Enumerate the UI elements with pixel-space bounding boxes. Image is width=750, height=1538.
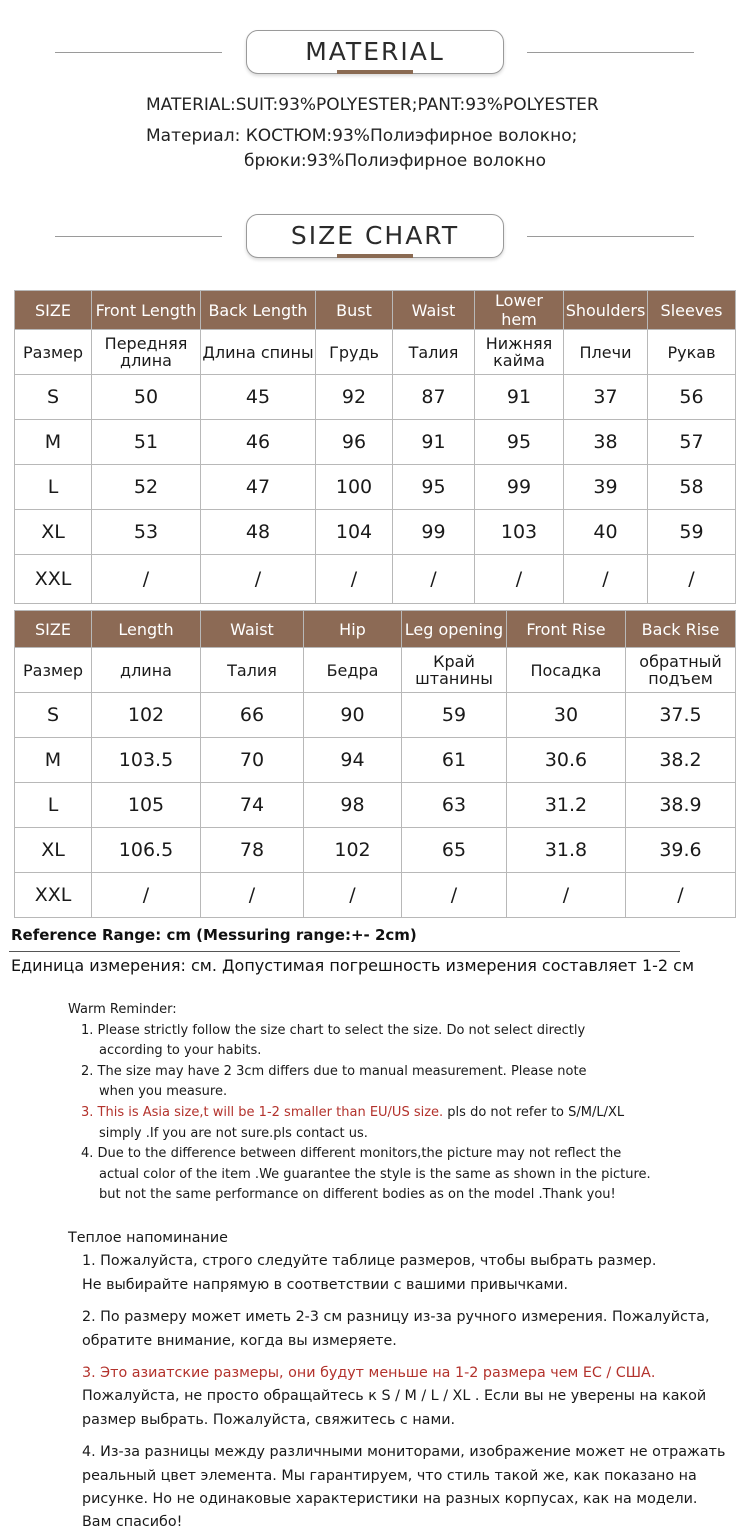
table-cell: /: [92, 555, 201, 604]
table-cell: 103: [475, 510, 564, 555]
table-cell: /: [507, 873, 626, 918]
table-cell: L: [15, 465, 92, 510]
table-header-row: [15, 291, 736, 330]
table-cell: /: [316, 555, 393, 604]
header-cell-ru: Размер: [15, 648, 92, 693]
table-cell: 63: [402, 783, 507, 828]
table-cell: 31.8: [507, 828, 626, 873]
table-cell: 91: [393, 420, 475, 465]
header-cell-ru: Край штанины: [402, 648, 507, 693]
table-cell: 104: [316, 510, 393, 555]
material-english: MATERIAL:SUIT:93%POLYESTER;PANT:93%POLYESTER: [146, 95, 599, 115]
table-row: [15, 783, 736, 828]
table-row: [15, 555, 736, 604]
table-cell: 99: [475, 465, 564, 510]
table-row: [15, 873, 736, 918]
table-cell: M: [15, 420, 92, 465]
reminder-line: 4. Due to the difference between different monitors,the picture may not reflect the: [81, 1146, 622, 1162]
table-row: [15, 693, 736, 738]
table-cell: 37.5: [626, 693, 736, 738]
table-cell: 40: [564, 510, 648, 555]
asia-size-warning-ru: 3. Это азиатские размеры, они будут меньше на 1-2 размера чем ЕС / США.: [82, 1365, 656, 1382]
table-cell: 61: [402, 738, 507, 783]
table-cell: /: [475, 555, 564, 604]
header-cell-ru: Рукав: [648, 330, 736, 375]
header-divider-right: [527, 236, 694, 237]
table-cell: 105: [92, 783, 201, 828]
table-cell: 45: [201, 375, 316, 420]
table-row: [15, 465, 736, 510]
table-cell: 106.5: [92, 828, 201, 873]
reminder-line: размер выбрать. Пожалуйста, свяжитесь с нами.: [82, 1411, 456, 1428]
table-cell: 99: [393, 510, 475, 555]
table-cell: /: [402, 873, 507, 918]
reminder-line: 1. Пожалуйста, строго следуйте таблице размеров, чтобы выбрать размер.: [82, 1253, 657, 1270]
material-section-header: [0, 30, 750, 76]
reminder-line: but not the same performance on different bodies as on the model .Thank you!: [99, 1187, 616, 1203]
reminder-line: according to your habits.: [99, 1043, 262, 1059]
table-cell: 38.9: [626, 783, 736, 828]
table-cell: 51: [92, 420, 201, 465]
table-cell: 100: [316, 465, 393, 510]
material-russian-line1: Материал: КОСТЮМ:93%Полиэфирное волокно;: [146, 126, 578, 146]
table-cell: 96: [316, 420, 393, 465]
header-cell-ru: длина: [92, 648, 201, 693]
table-cell: /: [201, 555, 316, 604]
table-cell: 65: [402, 828, 507, 873]
table-cell: 95: [475, 420, 564, 465]
table-cell: 39: [564, 465, 648, 510]
table-cell: 59: [402, 693, 507, 738]
material-russian-line2: брюки:93%Полиэфирное волокно: [244, 151, 547, 171]
table-cell: S: [15, 375, 92, 420]
table-cell: 38: [564, 420, 648, 465]
table-row: [15, 420, 736, 465]
warm-reminder-title: Warm Reminder:: [68, 1002, 177, 1017]
table-cell: 103.5: [92, 738, 201, 783]
reminder-line: 1. Please strictly follow the size chart to select the size. Do not select directly: [81, 1022, 586, 1038]
table-cell: 94: [304, 738, 402, 783]
header-cell-ru: Плечи: [564, 330, 648, 375]
table-cell: L: [15, 783, 92, 828]
header-cell-ru: Талия: [393, 330, 475, 375]
table-cell: /: [92, 873, 201, 918]
table-row: [15, 738, 736, 783]
header-accent-bar: [337, 70, 413, 74]
table-cell: 92: [316, 375, 393, 420]
table-cell: 31.2: [507, 783, 626, 828]
table-cell: /: [393, 555, 475, 604]
header-cell-ru: Передняя длина: [92, 330, 201, 375]
header-cell: Hip: [304, 611, 402, 648]
warm-reminder-russian: [68, 1227, 725, 1535]
table-cell: 47: [201, 465, 316, 510]
table-cell: 39.6: [626, 828, 736, 873]
reminder-line: 4. Из-за разницы между различными мониторами, изображение может не отражать: [82, 1444, 726, 1461]
material-title: MATERIAL: [246, 30, 504, 74]
reminder-line: Пожалуйста, не просто обращайтесь к S / M / L / XL . Если вы не уверены на какой: [82, 1388, 707, 1405]
reminder-line: рисунке. Но не одинаковые характеристики на разных корпусах, как на модели.: [82, 1491, 698, 1508]
table-cell: 52: [92, 465, 201, 510]
header-cell: Waist: [201, 611, 304, 648]
table-cell: 53: [92, 510, 201, 555]
reminder-line: 2. По размеру может иметь 2-3 см разницу из-за ручного измерения. Пожалуйста,: [82, 1309, 710, 1326]
warm-reminder-title-ru: Теплое напоминание: [68, 1230, 228, 1246]
header-cell: Length: [92, 611, 201, 648]
table-cell: 46: [201, 420, 316, 465]
table-cell: 91: [475, 375, 564, 420]
table-cell: /: [304, 873, 402, 918]
header-cell: Front Rise: [507, 611, 626, 648]
table-cell: 74: [201, 783, 304, 828]
table-cell: 48: [201, 510, 316, 555]
table-cell: /: [626, 873, 736, 918]
table-cell: S: [15, 693, 92, 738]
header-divider-right: [527, 52, 694, 53]
warm-reminder-english: [68, 1000, 651, 1206]
header-cell: Waist: [393, 291, 475, 330]
table-cell: /: [648, 555, 736, 604]
header-cell: Front Length: [92, 291, 201, 330]
header-cell-ru: Талия: [201, 648, 304, 693]
header-cell-ru: Размер: [15, 330, 92, 375]
table-cell: 50: [92, 375, 201, 420]
table-cell: 30: [507, 693, 626, 738]
asia-size-warning: 3. This is Asia size,t will be 1-2 smaller than EU/US size.: [81, 1104, 444, 1120]
reminder-line: реальный цвет элемента. Мы гарантируем, что стиль такой же, как показано на: [82, 1467, 697, 1484]
table-cell: XL: [15, 828, 92, 873]
table-cell: 38.2: [626, 738, 736, 783]
table-cell: 95: [393, 465, 475, 510]
header-cell: SIZE: [15, 291, 92, 330]
header-cell-ru: Нижняя кайма: [475, 330, 564, 375]
pants-size-table: [14, 610, 736, 918]
header-cell-ru: Посадка: [507, 648, 626, 693]
header-cell: Bust: [316, 291, 393, 330]
table-cell: /: [201, 873, 304, 918]
reference-range-russian: Единица измерения: см. Допустимая погрешность измерения составляет 1-2 см: [11, 956, 695, 975]
reminder-line: обратите внимание, когда вы измеряете.: [82, 1332, 397, 1349]
table-cell: M: [15, 738, 92, 783]
table-cell: XXL: [15, 555, 92, 604]
header-cell: Back Length: [201, 291, 316, 330]
size-chart-title: SIZE CHART: [246, 214, 504, 258]
table-cell: 98: [304, 783, 402, 828]
reference-range-english: Reference Range: cm (Messuring range:+- 2cm): [11, 926, 417, 944]
header-cell-ru: обратный подъем: [626, 648, 736, 693]
suit-size-table: [14, 290, 736, 604]
header-cell-ru: Бедра: [304, 648, 402, 693]
reference-divider: [9, 951, 680, 952]
reminder-line-asia-size: [68, 1103, 651, 1124]
table-cell: 70: [201, 738, 304, 783]
header-cell-ru: Длина спины: [201, 330, 316, 375]
table-cell: 90: [304, 693, 402, 738]
table-cell: 59: [648, 510, 736, 555]
table-cell: 102: [92, 693, 201, 738]
reminder-line: Вам спасибо!: [82, 1514, 183, 1531]
table-row: [15, 375, 736, 420]
table-cell: XL: [15, 510, 92, 555]
table-cell: 37: [564, 375, 648, 420]
table-row: [15, 828, 736, 873]
table-header-row: [15, 611, 736, 648]
header-divider-left: [55, 52, 222, 53]
table-russian-header-row: [15, 330, 736, 375]
table-cell: 66: [201, 693, 304, 738]
header-divider-left: [55, 236, 222, 237]
table-cell: 58: [648, 465, 736, 510]
reminder-line: simply .If you are not sure.pls contact us.: [99, 1125, 368, 1141]
reminder-line: when you measure.: [99, 1084, 228, 1100]
table-row: [15, 510, 736, 555]
reminder-line: 2. The size may have 2 3cm differs due to manual measurement. Please note: [81, 1063, 587, 1079]
header-accent-bar: [337, 254, 413, 258]
table-cell: XXL: [15, 873, 92, 918]
table-cell: /: [564, 555, 648, 604]
header-cell: Shoulders: [564, 291, 648, 330]
table-cell: 56: [648, 375, 736, 420]
header-cell: Sleeves: [648, 291, 736, 330]
table-russian-header-row: [15, 648, 736, 693]
header-cell: Leg opening: [402, 611, 507, 648]
header-cell: Back Rise: [626, 611, 736, 648]
table-cell: 30.6: [507, 738, 626, 783]
table-cell: 78: [201, 828, 304, 873]
header-cell-ru: Грудь: [316, 330, 393, 375]
table-cell: 87: [393, 375, 475, 420]
header-cell: Lower hem: [475, 291, 564, 330]
reminder-line: actual color of the item .We guarantee the style is the same as shown in the picture.: [99, 1166, 651, 1182]
table-cell: 102: [304, 828, 402, 873]
reminder-line: Не выбирайте напрямую в соответствии с вашими привычками.: [82, 1276, 569, 1293]
header-cell: SIZE: [15, 611, 92, 648]
reminder-text: pls do not refer to S/M/L/XL: [443, 1104, 625, 1120]
size-chart-section-header: [0, 214, 750, 260]
table-cell: 57: [648, 420, 736, 465]
